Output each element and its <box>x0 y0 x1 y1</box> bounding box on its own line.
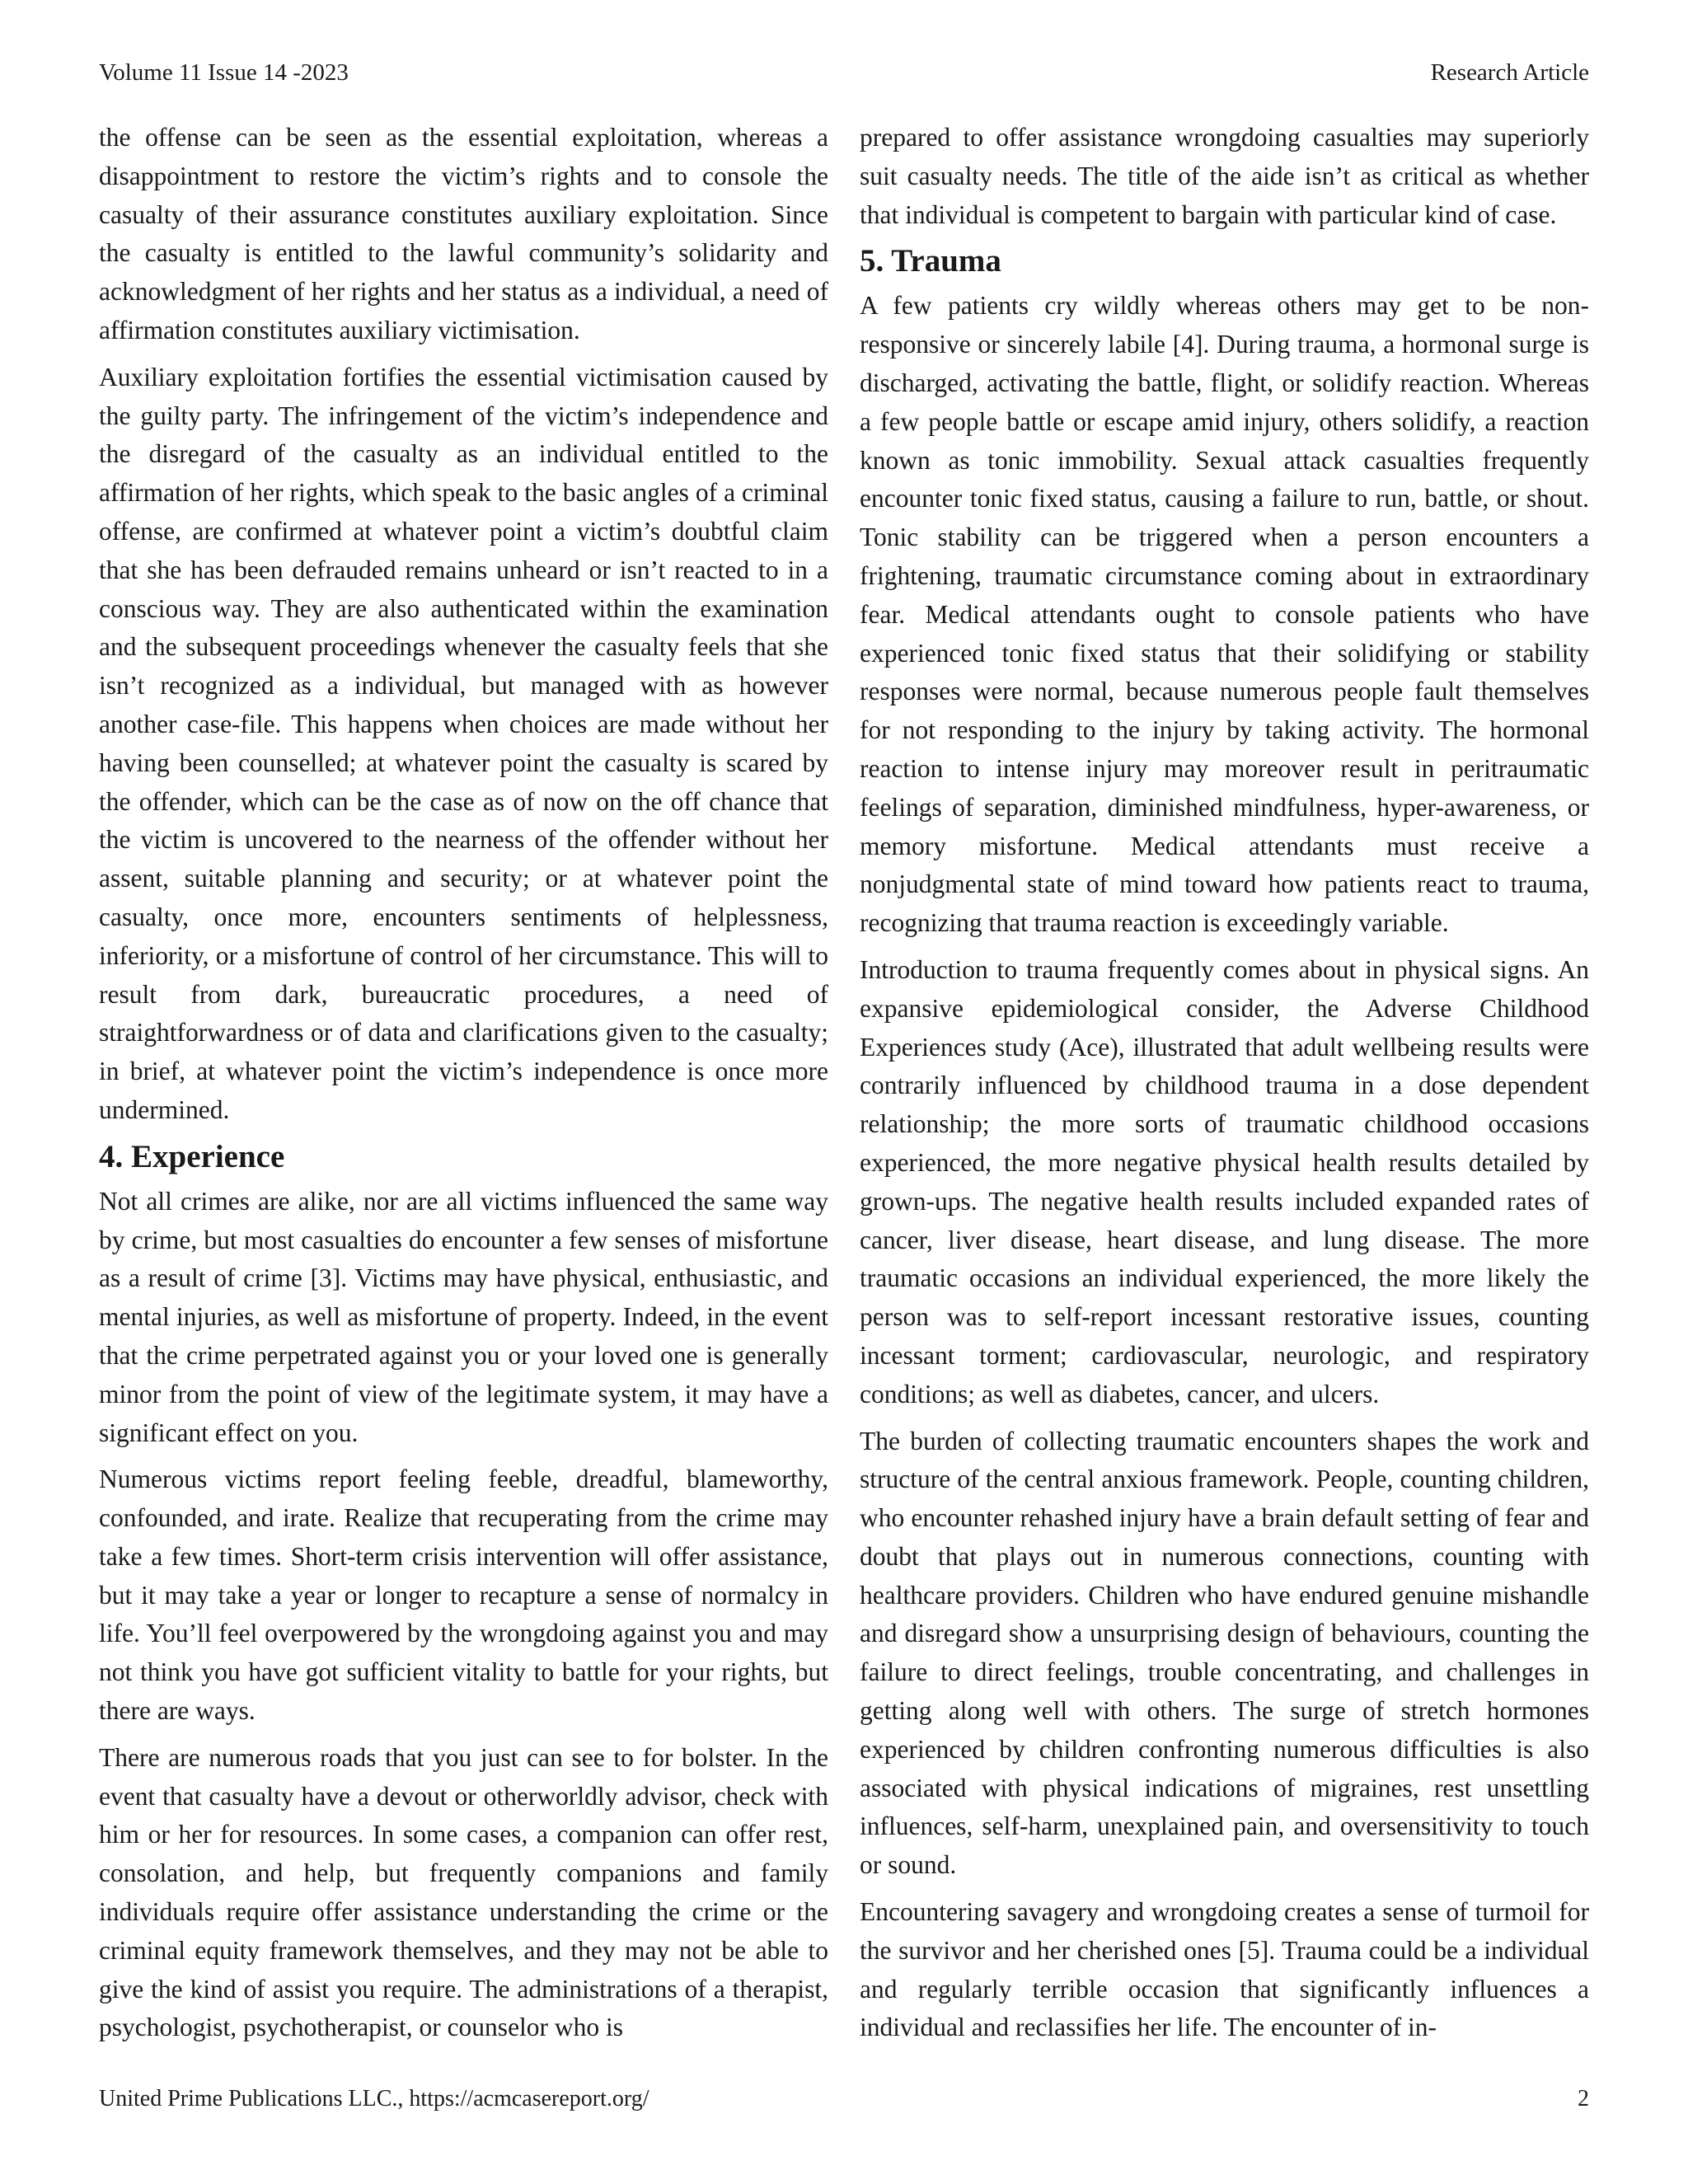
paragraph: A few patients cry wildly whereas others may get to be non-responsive or sincerely labile [4]. During trauma, a hormonal surge is discharged, activating the battle, flight, or solidify reaction. Whereas a few people battle or escape amid injury, others solidify, a reaction known as tonic immobility. Sexual attack casualties frequently encounter tonic fixed status, causing a failure to run, battle, or shout. Tonic stability can be triggered when a person encounters a frightening, traumatic circumstance coming about in extraordinary fear. Medical attendants ought to console patients who have experienced tonic fixed status that their solidifying or stability responses were normal, because numerous people fault themselves for not responding to the injury by taking activity. The hormonal reaction to intense injury may moreover result in peritraumatic feelings of separation, diminished mindfulness, hyper-awareness, or memory misfortune. Medical attendants must receive a nonjudgmental state of mind toward how patients react to trauma, recognizing that trauma reaction is exceedingly variable. <box>860 291 1589 938</box>
paragraph: Numerous victims report feeling feeble, dreadful, blameworthy, confounded, and irate. Realize that recuperating from the crime may take a few times. Short-term crisis intervention will offer assistance, but it may take a year or longer to recapture a sense of normalcy in life. You’ll feel overpowered by the wrongdoing against you and may not think you have got sufficient vitality to battle for your rights, but there are ways. <box>99 1465 828 1726</box>
section-heading-experience: 4. Experience <box>99 1138 285 1174</box>
publisher-info: United Prime Publications LLC., https://acmcasereport.org/ <box>99 2086 649 2111</box>
paragraph: Auxiliary exploitation fortifies the essential victimisation caused by the guilty party. The infringement of the victim’s independence and the disregard of the casualty as an individual entitled to the affirmation of her rights, which speak to the basic angles of a criminal offense, are confirmed at whatever point a victim’s doubtful claim that she has been defrauded remains unheard or isn’t reacted to in a conscious way. They are also authenticated within the examination and the subsequent proceedings whenever the casualty feels that she isn’t recognized as a individual, but managed with as however another case-file. This happens when choices are made without her having been counselled; at whatever point the casualty is scared by the offender, which can be the case as of now on the off chance that the victim is uncovered to the nearness of the offender without her assent, suitable planning and security; or at whatever point the casualty, once more, encounters sentiments of helplessness, inferiority, or a misfortune of control of her circumstance. This will to result from dark, bureaucratic procedures, a need of straightforwardness or of data and clarifications given to the casualty; in brief, at whatever point the victim’s independence is once more undermined. <box>99 362 828 1124</box>
paragraph: Encountering savagery and wrongdoing creates a sense of turmoil for the survivor and her cherished ones [5]. Trauma could be a individual and regularly terrible occasion that significantly influences a individual and reclassifies her life. The encounter of in- <box>860 1897 1589 2042</box>
section-heading-trauma: 5. Trauma <box>860 243 1001 279</box>
paragraph: Not all crimes are alike, nor are all victims influenced the same way by crime, but most casualties do encounter a few senses of misfortune as a result of crime [3]. Victims may have physical, enthusiastic, and mental injuries, as well as misfortune of property. Indeed, in the event that the crime perpetrated against you or your loved one is generally minor from the point of view of the legitimate system, it may have a significant effect on you. <box>99 1186 828 1447</box>
page-number: 2 <box>1578 2086 1589 2111</box>
article-type: Research Article <box>1430 59 1589 86</box>
paragraph: There are numerous roads that you just can see to for bolster. In the event that casualty have a devout or otherworldly advisor, check with him or her for resources. In some cases, a companion can offer rest, consolation, and help, but frequently companions and family individuals require offer assistance understanding the crime or the criminal equity framework themselves, and they may not be able to give the kind of assist you require. The administrations of a therapist, psychologist, psychotherapist, or counselor who is <box>99 1742 828 2042</box>
paragraph: The burden of collecting traumatic encounters shapes the work and structure of the central anxious framework. People, counting children, who encounter rehashed injury have a brain default setting of fear and doubt that plays out in numerous connections, counting with healthcare providers. Children who have endured genuine mishandle and disregard show a unsurprising design of behaviours, counting the failure to direct feelings, trouble concentrating, and challenges in getting along well with others. The surge of stretch hormones experienced by children confronting numerous difficulties is also associated with physical indications of migraines, rest unsettling influences, self-harm, unexplained pain, and oversensitivity to touch or sound. <box>860 1426 1589 1880</box>
running-header <box>99 56 1589 89</box>
paragraph: Introduction to trauma frequently comes about in physical signs. An expansive epidemiological consider, the Adverse Childhood Experiences study (Ace), illustrated that adult wellbeing results were contrarily influenced by childhood trauma in a dose dependent relationship; the more sorts of traumatic childhood occasions experienced, the more negative physical health results detailed by grown-ups. The negative health results included expanded rates of cancer, liver disease, heart disease, and lung disease. The more traumatic occasions an individual experienced, the more likely the person was to self-report incessant restorative issues, counting incessant torment; cardiovascular, neurologic, and respiratory conditions; as well as diabetes, cancer, and ulcers. <box>860 954 1589 1408</box>
paragraph: the offense can be seen as the essential exploitation, whereas a disappointment to restore the victim’s rights and to console the casualty of their assurance constitutes auxiliary exploitation. Since the casualty is entitled to the lawful community’s solidarity and acknowledgment of her rights and her status as a individual, a need of affirmation constitutes auxiliary victimisation. <box>99 123 828 344</box>
running-footer <box>99 2083 1589 2116</box>
left-column <box>99 119 828 2055</box>
right-column <box>860 119 1589 2055</box>
journal-volume: Volume 11 Issue 14 -2023 <box>99 59 349 86</box>
paragraph: prepared to offer assistance wrongdoing casualties may superiorly suit casualty needs. The title of the aide isn’t as critical as whether that individual is competent to bargain with particular kind of case. <box>860 123 1589 229</box>
